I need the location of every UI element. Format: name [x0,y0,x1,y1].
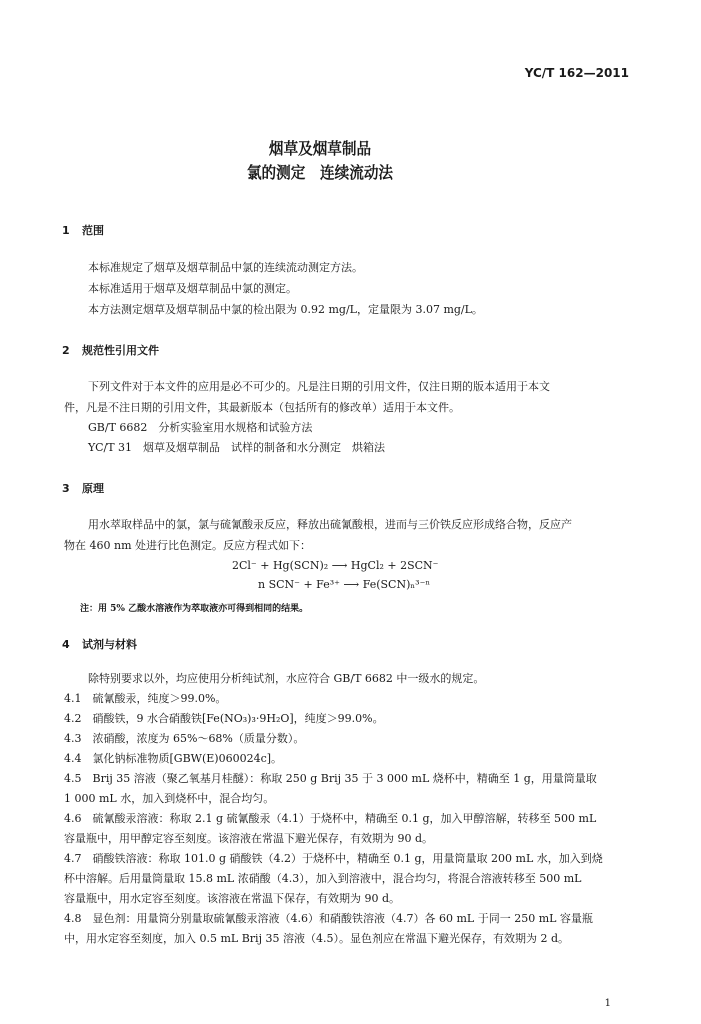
equation-2: n SCN⁻ + Fe³⁺ ⟶ Fe(SCN)ₙ³⁻ⁿ [258,578,431,591]
principle-note: 注：用 5% 乙酸水溶液作为萃取液亦可得到相同的结果。 [80,604,309,614]
reagent-4-8-line-1: 4.8 显色剂：用量筒分别量取硫氰酸汞溶液（4.6）和硝酸铁溶液（4.7）各 60 mL 于同一 250 mL 容量瓶 [64,912,593,925]
normative-intro-2: 件，凡是不注日期的引用文件，其最新版本（包括所有的修改单）适用于本文件。 [64,401,460,414]
reagent-4-1: 4.1 硫氰酸汞，纯度＞99.0%。 [64,692,227,705]
section-title: 原理 [82,482,104,495]
section-4-heading [62,636,137,652]
reagent-4-7-line-1: 4.7 硝酸铁溶液：称取 101.0 g 硝酸铁（4.2）于烧杯中，精确至 0.1 g，用量筒量取 200 mL 水，加入到烧 [64,852,603,865]
section-number: 4 [62,638,70,651]
section-title: 规范性引用文件 [82,344,159,357]
section-number: 3 [62,482,70,495]
section-2-heading [62,342,159,358]
section-title: 范围 [82,224,104,237]
normative-ref-1: GB/T 6682 分析实验室用水规格和试验方法 [88,421,313,434]
title-line-1: 烟草及烟草制品 [268,139,372,158]
reagent-4-5-line-1: 4.5 Brij 35 溶液（聚乙氧基月桂醚）：称取 250 g Brij 35 于 3 000 mL 烧杯中，精确至 1 g，用量筒量取 [64,772,597,785]
reagents-intro: 除特别要求以外，均应使用分析纯试剂，水应符合 GB/T 6682 中一级水的规定。 [88,672,485,685]
scope-line-1: 本标准规定了烟草及烟草制品中氯的连续流动测定方法。 [88,261,363,274]
reagent-4-2: 4.2 硝酸铁，9 水合硝酸铁[Fe(NO₃)₃·9H₂O]，纯度＞99.0%。 [64,712,384,725]
scope-line-3: 本方法测定烟草及烟草制品中氯的检出限为 0.92 mg/L，定量限为 3.07 mg/L。 [88,303,483,316]
normative-ref-2: YC/T 31 烟草及烟草制品 试样的制备和水分测定 烘箱法 [88,441,386,454]
section-1-heading [62,222,104,238]
reagent-4-4: 4.4 氯化钠标准物质[GBW(E)060024c]。 [64,752,283,765]
section-number: 2 [62,344,70,357]
principle-line-1: 用水萃取样品中的氯，氯与硫氰酸汞反应，释放出硫氰酸根，进而与三价铁反应形成络合物，反应产 [88,518,572,531]
page-number: 1 [604,998,611,1009]
reagent-4-5-line-2: 1 000 mL 水，加入到烧杯中，混合均匀。 [64,792,275,805]
section-number: 1 [62,224,70,237]
title-line-2: 氯的测定 连续流动法 [246,163,394,182]
standard-code: YC/T 162—2011 [524,66,629,80]
scope-line-2: 本标准适用于烟草及烟草制品中氯的测定。 [88,282,297,295]
reagent-4-8-line-2: 中，用水定容至刻度，加入 0.5 mL Brij 35 溶液（4.5）。显色剂应在常温下避光保存，有效期为 2 d。 [64,932,570,945]
reagent-4-6-line-2: 容量瓶中，用甲醇定容至刻度。该溶液在常温下避光保存，有效期为 90 d。 [64,832,434,845]
section-3-heading [62,480,104,496]
principle-line-2: 物在 460 nm 处进行比色测定。反应方程式如下： [64,539,311,552]
reagent-4-7-line-2: 杯中溶解。后用量筒量取 15.8 mL 浓硝酸（4.3），加入到溶液中，混合均匀，将混合溶液转移至 500 mL [64,872,582,885]
normative-intro-1: 下列文件对于本文件的应用是必不可少的。凡是注日期的引用文件，仅注日期的版本适用于本文 [88,380,550,393]
reagent-4-3: 4.3 浓硝酸，浓度为 65%～68%（质量分数）。 [64,732,305,745]
reagent-4-6-line-1: 4.6 硫氰酸汞溶液：称取 2.1 g 硫氰酸汞（4.1）于烧杯中，精确至 0.1 g，加入甲醇溶解，转移至 500 mL [64,812,597,825]
section-title: 试剂与材料 [82,638,137,651]
equation-1: 2Cl⁻ + Hg(SCN)₂ ⟶ HgCl₂ + 2SCN⁻ [232,559,439,572]
reagent-4-7-line-3: 容量瓶中，用水定容至刻度。该溶液在常温下保存，有效期为 90 d。 [64,892,401,905]
